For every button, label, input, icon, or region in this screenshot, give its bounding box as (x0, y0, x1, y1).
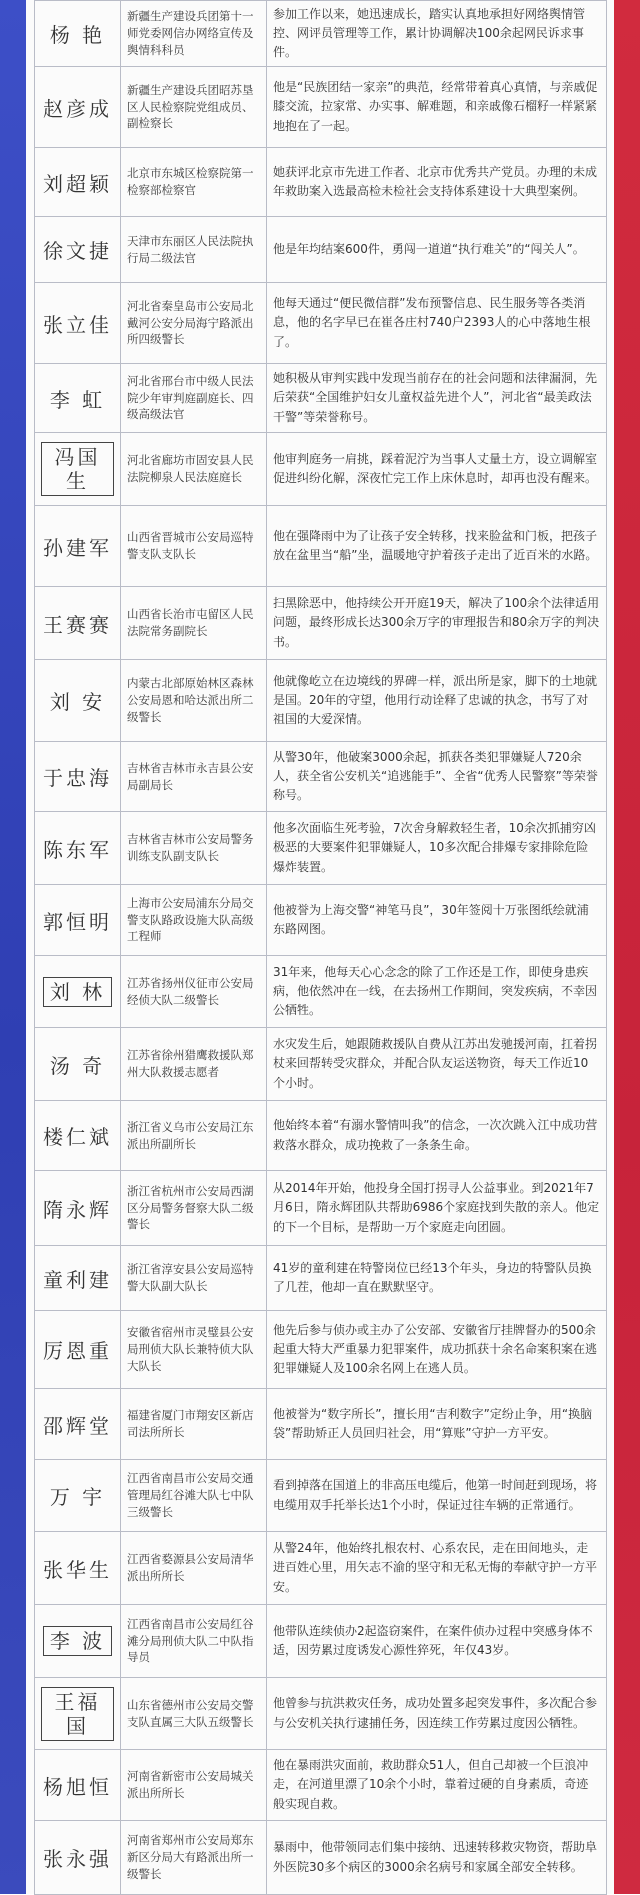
table-row (35, 67, 607, 148)
person-name: 厉恩重 (35, 1311, 121, 1389)
person-unit: 河北省邢台市中级人民法院少年审判庭副庭长、四级高级法官 (121, 364, 267, 433)
table-row (35, 1171, 607, 1246)
honor-roll-table (34, 0, 607, 1895)
person-name: 孙建军 (35, 506, 121, 587)
person-unit: 安徽省宿州市灵璧县公安局刑侦大队长兼特侦大队大队长 (121, 1311, 267, 1389)
table-row (35, 364, 607, 433)
person-deeds: 水灾发生后，她跟随救援队自费从江苏出发驰援河南，扛着拐杖来回帮转受灾群众，并配合队友运送物资，每天工作近10个小时。 (267, 1028, 607, 1101)
person-name: 童利建 (35, 1246, 121, 1311)
person-deeds: 他曾参与抗洪救灾任务，成功处置多起突发事件，多次配合参与公安机关执行逮捕任务，因连续工作劳累过度因公牺牲。 (267, 1678, 607, 1750)
person-unit: 河北省廊坊市固安县人民法院柳泉人民法庭庭长 (121, 433, 267, 506)
right-edge-bar (614, 0, 640, 1894)
person-unit: 浙江省义乌市公安局江东派出所副所长 (121, 1101, 267, 1171)
person-name: 张立佳 (35, 283, 121, 364)
table-row (35, 1, 607, 67)
person-unit: 吉林省吉林市永吉县公安局副局长 (121, 742, 267, 812)
person-unit: 内蒙古北部原始林区森林公安局恩和哈达派出所二级警长 (121, 660, 267, 742)
table-row (35, 1028, 607, 1101)
person-deeds: 31年来，他每天心心念念的除了工作还是工作，即使身患疾病，他依然冲在一线，在去扬州工作期间，突发疾病，不幸因公牺牲。 (267, 956, 607, 1028)
person-unit: 浙江省杭州市公安局西湖区分局警务督察大队二级警长 (121, 1171, 267, 1246)
table-row (35, 1605, 607, 1678)
person-name: 李 虹 (35, 364, 121, 433)
person-deeds: 看到掉落在国道上的非高压电缆后，他第一时间赶到现场，将电缆用双手托举长达1个小时，保证过往车辆的正常通行。 (267, 1460, 607, 1532)
boxed-name-frame: 刘 林 (43, 977, 112, 1007)
person-deeds: 暴雨中，他带领同志们集中接纳、迅速转移救灾物资，帮助阜外医院30多个病区的3000余名病号和家属全部安全转移。 (267, 1821, 607, 1895)
table-row (35, 1101, 607, 1171)
table-row (35, 217, 607, 283)
boxed-name-frame: 冯国生 (41, 442, 114, 496)
table-row (35, 1678, 607, 1750)
person-unit: 江苏省徐州猎鹰救援队郑州大队救援志愿者 (121, 1028, 267, 1101)
person-deeds: 参加工作以来，她迅速成长，踏实认真地承担好网络舆情管控、网评员管理等工作，累计协调解决100余起网民诉求事件。 (267, 1, 607, 67)
person-deeds: 他被誉为“数字所长”，擅长用“吉利数字”定纷止争，用“换脑袋”帮助矫正人员回归社会，用“算账”守护一方平安。 (267, 1389, 607, 1460)
person-deeds: 他在暴雨洪灾面前，救助群众51人，但自己却被一个巨浪冲走，在河道里漂了10余个小时，靠着过硬的自身素质，奇迹般实现自救。 (267, 1750, 607, 1821)
person-unit: 河南省郑州市公安局郑东新区分局大有路派出所一级警长 (121, 1821, 267, 1895)
person-unit: 江西省婺源县公安局清华派出所所长 (121, 1532, 267, 1605)
table-row (35, 812, 607, 885)
person-name: 汤 奇 (35, 1028, 121, 1101)
person-name: 杨旭恒 (35, 1750, 121, 1821)
person-unit: 江苏省扬州仪征市公安局经侦大队二级警长 (121, 956, 267, 1028)
person-name: 邵辉堂 (35, 1389, 121, 1460)
table-row (35, 1750, 607, 1821)
table-row (35, 885, 607, 956)
person-name (35, 956, 121, 1028)
person-name (35, 1605, 121, 1678)
person-name: 张华生 (35, 1532, 121, 1605)
person-deeds: 他带队连续侦办2起盗窃案件，在案件侦办过程中突感身体不适，因劳累过度诱发心源性猝死，年仅43岁。 (267, 1605, 607, 1678)
person-unit: 河北省秦皇岛市公安局北戴河公安分局海宁路派出所四级警长 (121, 283, 267, 364)
person-name (35, 433, 121, 506)
person-unit: 北京市东城区检察院第一检察部检察官 (121, 148, 267, 217)
person-name: 杨 艳 (35, 1, 121, 67)
table-row (35, 506, 607, 587)
table-row (35, 148, 607, 217)
person-unit: 新疆生产建设兵团第十一师党委网信办网络宣传及舆情科科员 (121, 1, 267, 67)
person-deeds: 他就像屹立在边境线的界碑一样，派出所是家，脚下的土地就是国。20年的守望，他用行动诠释了忠诚的执念，书写了对祖国的大爱深情。 (267, 660, 607, 742)
person-unit: 浙江省淳安县公安局巡特警大队副大队长 (121, 1246, 267, 1311)
person-deeds: 从警30年，他破案3000余起，抓获各类犯罪嫌疑人720余人，获全省公安机关“追逃能手”、全省“优秀人民警察”等荣誉称号。 (267, 742, 607, 812)
person-unit: 吉林省吉林市公安局警务训练支队副支队长 (121, 812, 267, 885)
left-edge-bar (0, 0, 26, 1894)
table-row (35, 1246, 607, 1311)
person-unit: 天津市东丽区人民法院执行局二级法官 (121, 217, 267, 283)
person-name: 赵彦成 (35, 67, 121, 148)
table-row (35, 956, 607, 1028)
person-deeds: 她积极从审判实践中发现当前存在的社会问题和法律漏洞，先后荣获“全国维护妇女儿童权益先进个人”，河北省“最美政法干警”等荣誉称号。 (267, 364, 607, 433)
person-deeds: 他始终本着“有溺水警情叫我”的信念，一次次跳入江中成功营救落水群众，成功挽救了一条条生命。 (267, 1101, 607, 1171)
person-name (35, 1678, 121, 1750)
person-unit: 江西省南昌市公安局交通管理局红谷滩大队七中队三级警长 (121, 1460, 267, 1532)
table-row (35, 660, 607, 742)
person-name: 郭恒明 (35, 885, 121, 956)
person-unit: 新疆生产建设兵团昭苏垦区人民检察院党组成员、副检察长 (121, 67, 267, 148)
person-unit: 山西省晋城市公安局巡特警支队支队长 (121, 506, 267, 587)
person-name: 刘超颖 (35, 148, 121, 217)
person-unit: 福建省厦门市翔安区新店司法所所长 (121, 1389, 267, 1460)
person-deeds: 他是“民族团结一家亲”的典范，经常带着真心真情，与亲戚促膝交流，拉家常、办实事、解难题，和亲戚像石榴籽一样紧紧地抱在了一起。 (267, 67, 607, 148)
person-unit: 上海市公安局浦东分局交警支队路政设施大队高级工程师 (121, 885, 267, 956)
person-name: 徐文捷 (35, 217, 121, 283)
person-deeds: 他多次面临生死考验，7次舍身解救轻生者，10余次抓捕穷凶极恶的大要案件犯罪嫌疑人，10多次配合排爆专家排除危险爆炸装置。 (267, 812, 607, 885)
table-row (35, 1460, 607, 1532)
table-row (35, 1389, 607, 1460)
table-row (35, 1532, 607, 1605)
person-name: 于忠海 (35, 742, 121, 812)
table-row (35, 433, 607, 506)
person-deeds: 他审判庭务一肩挑，踩着泥泞为当事人丈量土方，设立调解室促进纠纷化解，深夜忙完工作上床休息时，却再也没有醒来。 (267, 433, 607, 506)
person-deeds: 他每天通过“便民微信群”发布预警信息、民生服务等各类消息，他的名字早已在崔各庄村740户2393人的心中落地生根了。 (267, 283, 607, 364)
boxed-name-frame: 王福国 (41, 1687, 114, 1741)
person-name: 隋永辉 (35, 1171, 121, 1246)
person-unit: 河南省新密市公安局城关派出所所长 (121, 1750, 267, 1821)
person-name: 刘 安 (35, 660, 121, 742)
person-name: 楼仁斌 (35, 1101, 121, 1171)
table-row (35, 587, 607, 660)
person-deeds: 他先后参与侦办或主办了公安部、安徽省厅挂牌督办的500余起重大特大严重暴力犯罪案件，成功抓获十余名命案积案在逃犯罪嫌疑人及100余名网上在逃人员。 (267, 1311, 607, 1389)
person-name: 张永强 (35, 1821, 121, 1895)
table-row (35, 283, 607, 364)
person-deeds: 从警24年，他始终扎根农村、心系农民，走在田间地头，走进百姓心里，用矢志不渝的坚守和无私无悔的奉献守护一方平安。 (267, 1532, 607, 1605)
person-deeds: 从2014年开始，他投身全国打拐寻人公益事业。到2021年7月6日，隋永辉团队共帮助6986个家庭找到失散的亲人。他定的下一个目标，是帮助一万个家庭走向团圆。 (267, 1171, 607, 1246)
person-deeds: 她获评北京市先进工作者、北京市优秀共产党员。办理的未成年救助案入选最高检未检社会支持体系建设十大典型案例。 (267, 148, 607, 217)
person-deeds: 41岁的童利建在特警岗位已经13个年头，身边的特警队员换了几茬，他却一直在默默坚守。 (267, 1246, 607, 1311)
table-row (35, 742, 607, 812)
person-name: 陈东军 (35, 812, 121, 885)
table-row (35, 1821, 607, 1895)
person-deeds: 扫黑除恶中，他持续公开开庭19天，解决了100余个法律适用问题，最终形成长达300余万字的审理报告和80余万字的判决书。 (267, 587, 607, 660)
person-deeds: 他是年均结案600件，勇闯一道道“执行难关”的“闯关人”。 (267, 217, 607, 283)
person-unit: 山西省长治市屯留区人民法院常务副院长 (121, 587, 267, 660)
person-name: 王赛赛 (35, 587, 121, 660)
person-deeds: 他在强降雨中为了让孩子安全转移，找来脸盆和门板，把孩子放在盆里当“船”坐，温暖地守护着孩子走出了近百米的水路。 (267, 506, 607, 587)
person-name: 万 宇 (35, 1460, 121, 1532)
person-unit: 江西省南昌市公安局红谷滩分局刑侦大队二中队指导员 (121, 1605, 267, 1678)
person-unit: 山东省德州市公安局交警支队直属三大队五级警长 (121, 1678, 267, 1750)
boxed-name-frame: 李 波 (43, 1626, 112, 1656)
person-deeds: 他被誉为上海交警“神笔马良”，30年签阅十万张图纸绘就浦东路网图。 (267, 885, 607, 956)
table-row (35, 1311, 607, 1389)
